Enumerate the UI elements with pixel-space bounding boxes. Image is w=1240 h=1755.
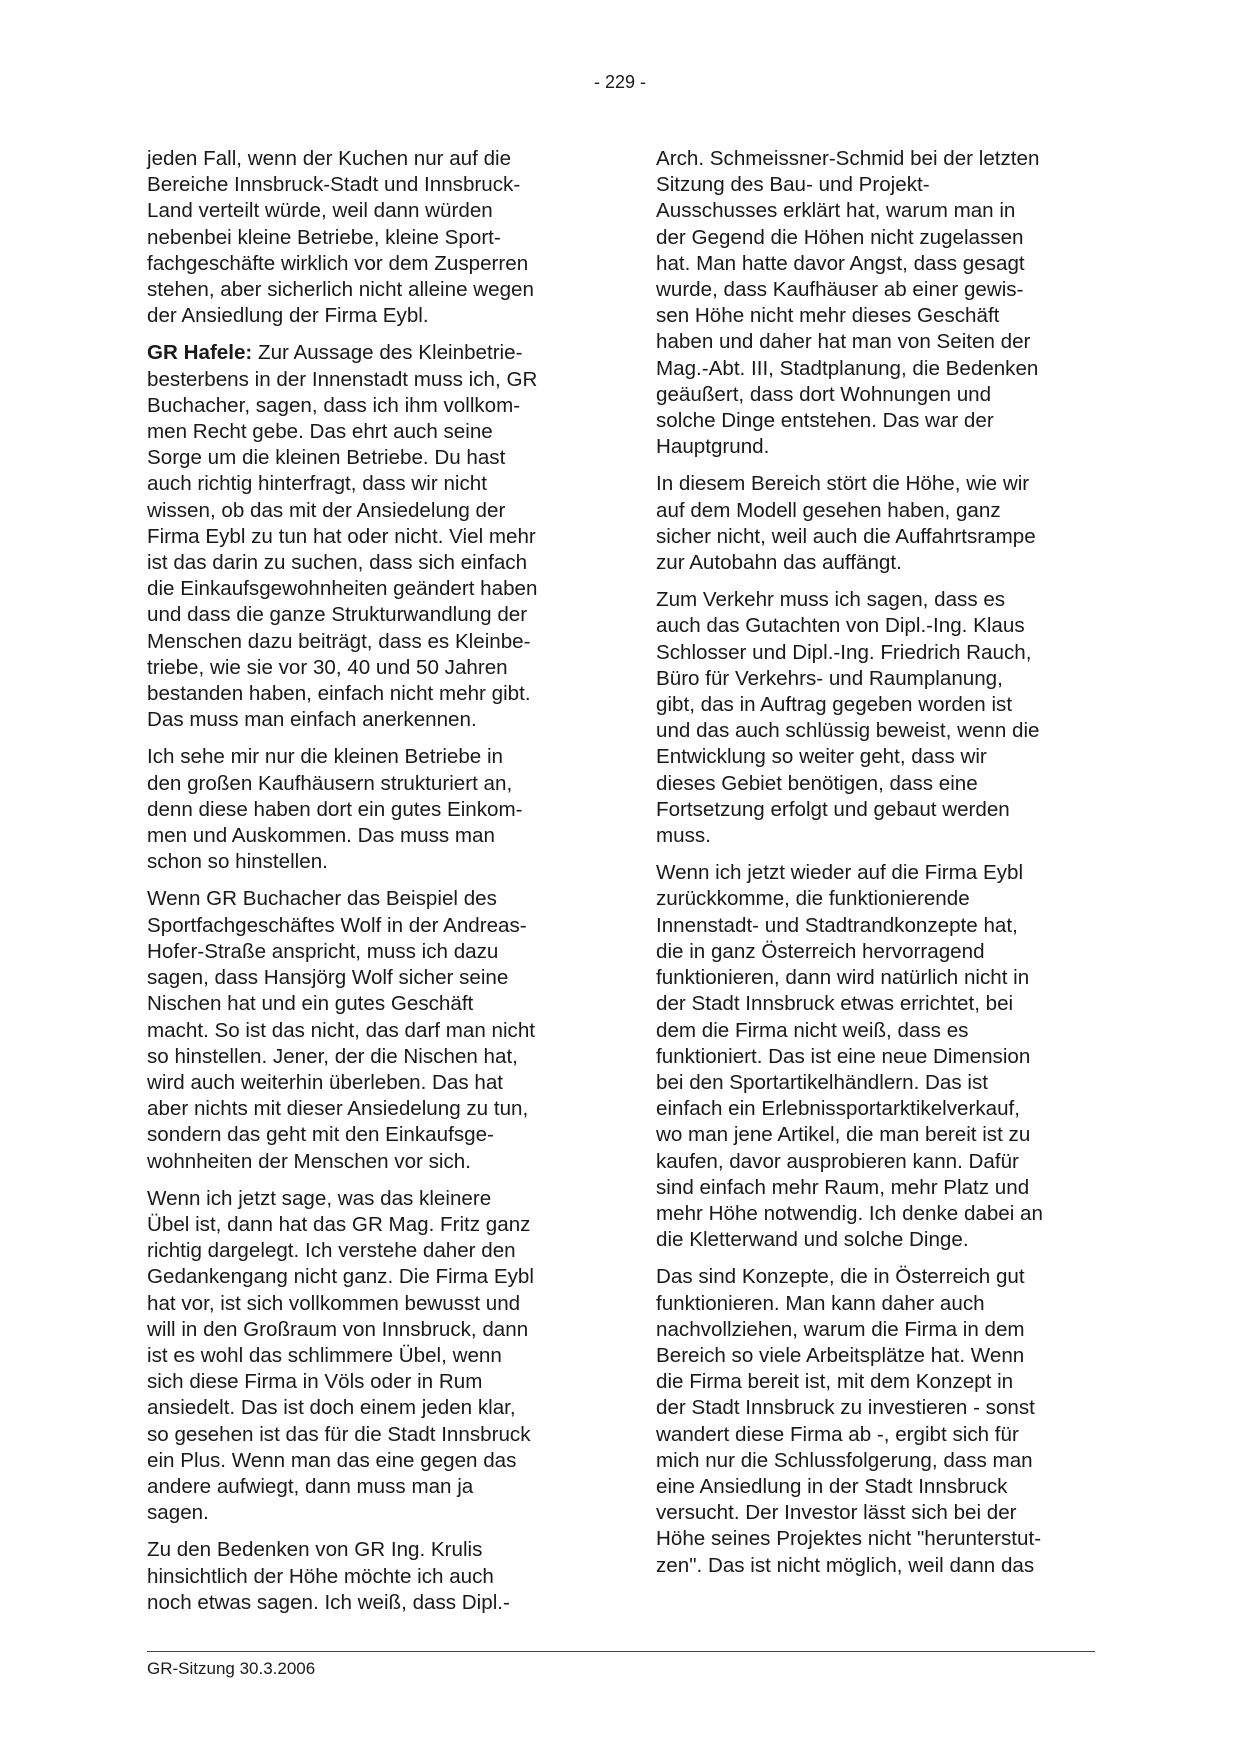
paragraph: Wenn ich jetzt sage, was das kleinere Übel ist, dann hat das GR Mag. Fritz ganz richtig dargelegt. Ich verstehe daher den Gedankengang nicht ganz. Die Firma Eybl hat vor, ist sich vollkommen bewusst und will in den Großraum von Innsbruck, dann ist es wohl das schlimmere Übel, wenn sich diese Firma in Völs oder in Rum ansiedelt. Das ist doch einem jeden klar, so gesehen ist das für die Stadt Innsbruck ein Plus. Wenn man das eine gegen das andere aufwiegt, dann muss man ja sagen. — [147, 1186, 534, 1525]
paragraph: In diesem Bereich stört die Höhe, wie wir auf dem Modell gesehen haben, ganz sicher nicht, weil auch die Auffahrtsrampe zur Autobahn das auffängt. — [656, 472, 1036, 575]
footer-session-date: GR-Sitzung 30.3.2006 — [147, 1659, 316, 1678]
paragraph: Wenn GR Buchacher das Beispiel des Sportfachgeschäftes Wolf in der Andreas- Hofer-Straße anspricht, muss ich dazu sagen, dass Hansjörg Wolf sicher seine Nischen hat und ein gutes Geschäft macht. So ist das nicht, das darf man nicht so hinstellen. Jener, der die Nischen hat, wird auch weiterhin überleben. Das hat aber nichts mit dieser Ansiedelung zu tun, sondern das geht mit den Einkaufsge- wohnheiten der Menschen vor sich. — [147, 887, 536, 1173]
paragraph: Zum Verkehr muss ich sagen, dass es auch das Gutachten von Dipl.-Ing. Klaus Schlosser und Dipl.-Ing. Friedrich Rauch, Büro für Verkehrs- und Raumplanung, gibt, das in Auftrag gegeben worden ist und das auch schlüssig beweist, wenn die Entwicklung so weiter geht, dass wir dieses Gebiet benötigen, dass eine Fortsetzung erfolgt und gebaut werden muss. — [656, 588, 1040, 848]
paragraph-speaker-hafele — [147, 340, 583, 733]
paragraph: Wenn ich jetzt wieder auf die Firma Eybl zurückkomme, die funktionierende Innenstadt- und Stadtrandkonzepte hat, die in ganz Österreich hervorragend funktionieren, dann wird natürlich nicht in der Stadt Innsbruck etwas errichtet, bei dem die Firma nicht weiß, dass es funktioniert. Das ist eine neue Dimension bei den Sportartikelhändlern. Das ist einfach ein Erlebnissportarktikelverkauf, wo man jene Artikel, die man bereit ist zu kaufen, davor ausprobieren kann. Dafür sind einfach mehr Raum, mehr Platz und mehr Höhe notwendig. Ich denke dabei an die Kletterwand und solche Dinge. — [656, 861, 1043, 1252]
right-column — [656, 146, 1092, 1590]
paragraph: Das sind Konzepte, die in Österreich gut funktionieren. Man kann daher auch nachvollziehen, warum die Firma in dem Bereich so viele Arbeitsplätze hat. Wenn die Firma bereit ist, mit dem Konzept in der Stadt Innsbruck zu investieren - sonst wandert diese Firma ab -, ergibt sich für mich nur die Schlussfolgerung, dass man eine Ansiedlung in der Stadt Innsbruck versucht. Der Investor lässt sich bei der Höhe seines Projektes nicht "herunterstut- zen". Das ist nicht möglich, weil dann das — [656, 1265, 1042, 1577]
speaker-name: GR Hafele: — [147, 341, 253, 365]
paragraph: Arch. Schmeissner-Schmid bei der letzten Sitzung des Bau- und Projekt- Ausschusses erklärt hat, warum man in der Gegend die Höhen nicht zugelassen hat. Man hatte davor Angst, dass gesagt wurde, dass Kaufhäuser ab einer gewis- sen Höhe nicht mehr dieses Geschäft haben und daher hat man von Seiten der Mag.-Abt. III, Stadtplanung, die Bedenken geäußert, dass dort Wohnungen und solche Dinge entstehen. Das war der Hauptgrund. — [656, 147, 1040, 459]
paragraph: Ich sehe mir nur die kleinen Betriebe in den großen Kaufhäusern strukturiert an, denn diese haben dort ein gutes Einkom- men und Auskommen. Das muss man schon so hinstellen. — [147, 745, 523, 874]
paragraph: jeden Fall, wenn der Kuchen nur auf die Bereiche Innsbruck-Stadt und Innsbruck- Land verteilt würde, weil dann würden nebenbei kleine Betriebe, kleine Sport- fachgeschäfte wirklich vor dem Zusperren stehen, aber sicherlich nicht alleine wegen der Ansiedlung der Firma Eybl. — [147, 147, 534, 328]
paragraph: Zu den Bedenken von GR Ing. Krulis hinsichtlich der Höhe möchte ich auch noch etwas sagen. Ich weiß, dass Dipl.- — [147, 1538, 510, 1614]
page-number: - 229 - — [593, 72, 647, 92]
footer-divider — [147, 1651, 1095, 1652]
speech-text: Zur Aussage des Kleinbetrie- besterbens in der Innenstadt muss ich, GR Buchacher, sagen, dass ich ihm vollkom- men Recht gebe. Das ehrt auch seine Sorge um die kleinen Betriebe. Du hast auch richtig hinterfragt, dass wir nicht wissen, ob das mit der Ansiedelung der Firma Eybl zu tun hat oder nicht. Viel mehr ist das darin zu suchen, dass sich einfach die Einkaufsgewohnheiten geändert haben und dass die ganze Strukturwandlung der Menschen dazu beiträgt, dass es Kleinbe- triebe, wie sie vor 30, 40 und 50 Jahren bestanden haben, einfach nicht mehr gibt. Das muss man einfach anerkennen. — [147, 341, 538, 732]
left-column — [147, 146, 583, 1627]
